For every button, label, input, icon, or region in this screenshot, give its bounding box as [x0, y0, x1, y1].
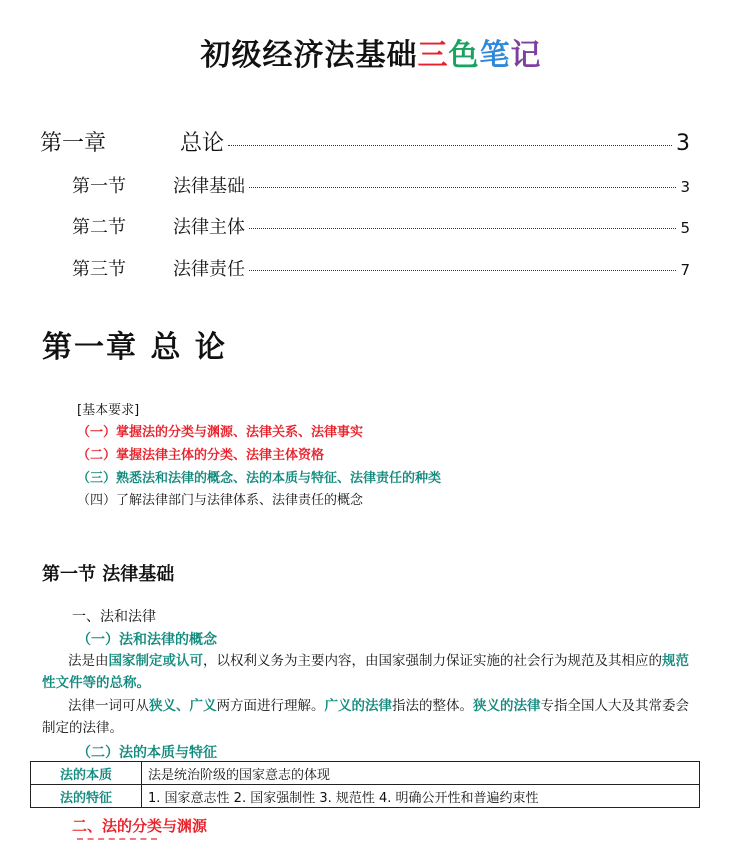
para-text: 法是由: [68, 653, 109, 669]
title-char-green: 色: [448, 38, 480, 73]
para-text: 法律一词可从: [68, 698, 149, 714]
title-main: 初级经济法基础: [200, 38, 418, 73]
requirement-item: （三）熟悉法和法律的概念、法的本质与特征、法律责任的种类: [77, 471, 442, 486]
toc-leader: [249, 228, 676, 229]
subheading-1-1: （一）法和法律的概念: [77, 632, 217, 648]
title-char-red: 三: [417, 38, 449, 73]
table-value: 法是统治阶级的国家意志的体现: [142, 762, 700, 785]
para-highlight: 狭义的法律: [473, 698, 541, 714]
title-char-blue: 笔: [479, 38, 511, 73]
requirement-item: （一）掌握法的分类与渊源、法律关系、法律事实: [77, 425, 364, 440]
toc-section-label: 第三节: [72, 259, 126, 280]
table-key: 法的特征: [31, 785, 142, 808]
chapter-heading: 第一章 总 论: [42, 330, 227, 365]
para-highlight: 国家制定或认可: [108, 653, 203, 669]
table-value: 1. 国家意志性 2. 国家强制性 3. 规范性 4. 明确公开性和普遍约束性: [142, 785, 700, 808]
toc-section-label: 第一节: [72, 176, 126, 197]
subheading-1-2: （二）法的本质与特征: [77, 745, 217, 761]
table-row: [31, 762, 700, 785]
toc-section-name: 法律责任: [173, 259, 245, 280]
toc-chapter-page: 3: [676, 131, 690, 156]
table-key: 法的本质: [31, 762, 142, 785]
toc-section-entry[interactable]: [72, 255, 690, 281]
requirement-item: （四）了解法律部门与法律体系、法律责任的概念: [77, 493, 364, 508]
toc-section-name: 法律基础: [173, 176, 245, 197]
para-text: 指法的整体。: [392, 698, 473, 714]
toc-section-entry[interactable]: [72, 213, 690, 239]
para-text: 专指全国人大及其常委会制定的法律。: [42, 698, 689, 736]
cut-off-line: [77, 838, 157, 845]
section-heading: 第一节 法律基础: [42, 564, 175, 585]
toc-chapter-entry[interactable]: [40, 126, 690, 157]
toc-leader: [228, 145, 672, 146]
title-char-purple: 记: [510, 38, 542, 73]
law-nature-table: [30, 761, 700, 808]
toc-section-page: 5: [680, 219, 690, 237]
toc-leader: [249, 270, 676, 271]
toc-chapter-name: 总论: [180, 131, 225, 156]
toc-chapter-label: 第一章: [40, 131, 107, 156]
toc-leader: [249, 187, 676, 188]
subheading-1: 一、法和法律: [72, 609, 156, 625]
toc-section-label: 第二节: [72, 217, 126, 238]
toc-section-page: 3: [680, 178, 690, 196]
table-row: [31, 785, 700, 808]
para-text: 两方面进行理解。: [216, 698, 325, 714]
requirement-item: （二）掌握法律主体的分类、法律主体资格: [77, 448, 325, 463]
para-highlight: 狭义、广义: [149, 698, 217, 714]
para-text: ，以权利义务为主要内容，由国家强制力保证实施的社会行为规范及其相应的: [203, 653, 662, 669]
toc-section-name: 法律主体: [173, 217, 245, 238]
para-highlight: 规范性文件等的总称。: [42, 653, 689, 691]
toc-section-entry[interactable]: [72, 172, 690, 198]
para-highlight: 广义的法律: [324, 698, 392, 714]
subheading-2: 二、法的分类与渊源: [72, 817, 208, 835]
paragraph-law-definition: [42, 650, 697, 694]
toc-section-page: 7: [680, 261, 690, 279]
paragraph-law-scope: [42, 695, 697, 739]
requirements-title: [基本要求]: [77, 403, 140, 418]
document-title: [0, 30, 742, 74]
